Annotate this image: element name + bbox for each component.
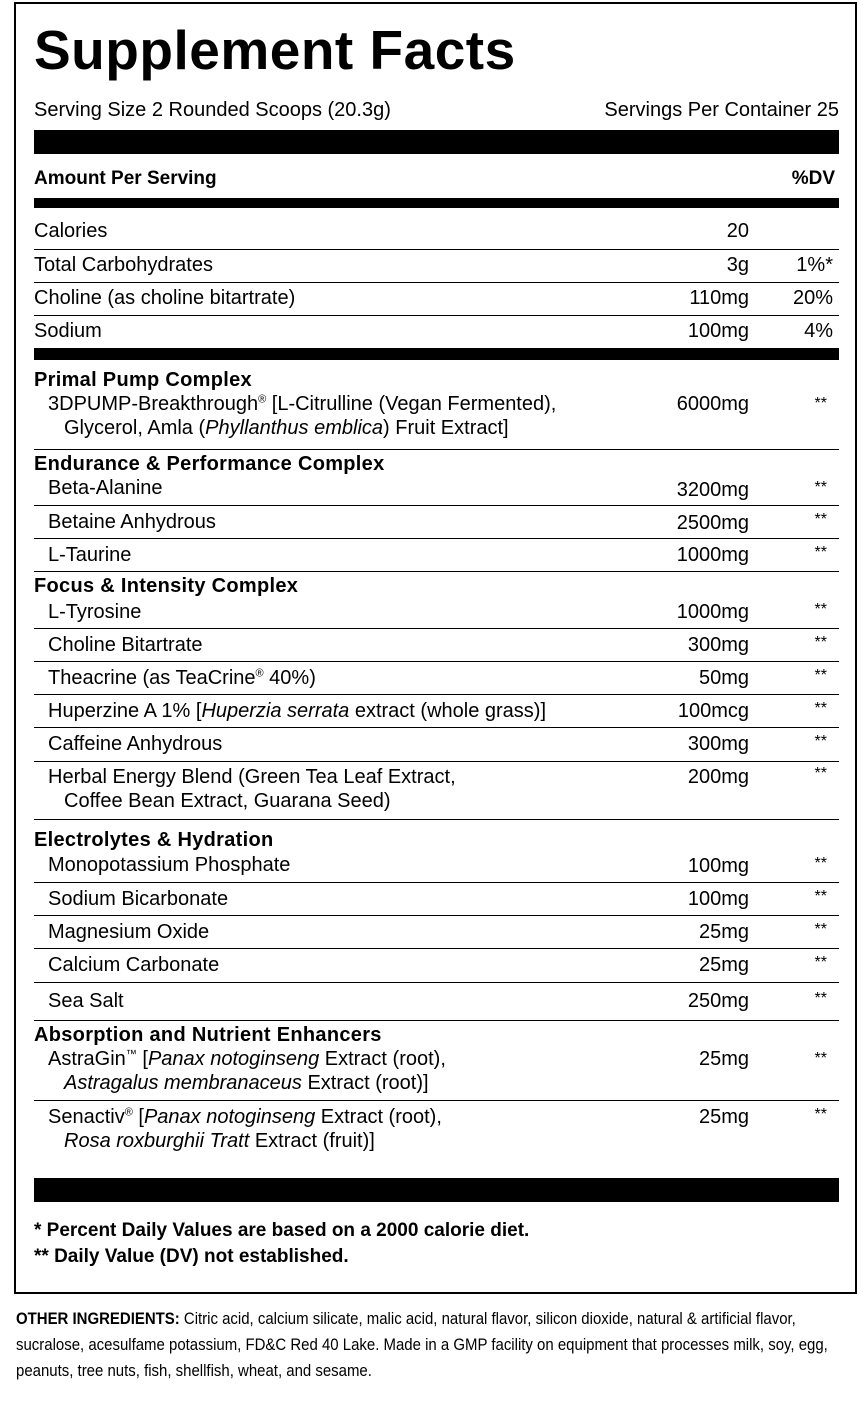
facts-row: AstraGin™ [Panax notoginseng Extract (root), Astragalus membranaceus Extract (root)] 25mg ** bbox=[34, 1047, 839, 1101]
facts-row: Calories 20 bbox=[34, 216, 839, 250]
other-ingredients-text: Citric acid, calcium silicate, malic acid, natural flavor, silicon dioxide, natural & artificial flavor, sucralose, acesulfame potassium, FD&C Red 40 Lake. Made in a GMP facility on equipment that processes milk, soy, egg, peanuts, tree nuts, fish, shellfish, wheat, and sesame. bbox=[16, 1309, 828, 1380]
facts-row: Choline Bitartrate 300mg ** bbox=[34, 629, 839, 662]
facts-row: Choline (as choline bitartrate) 110mg 20% bbox=[34, 283, 839, 316]
servings-per-container: Servings Per Container 25 bbox=[604, 99, 839, 121]
supplement-facts-panel bbox=[14, 2, 857, 1294]
panel-title: Supplement Facts bbox=[34, 19, 516, 81]
footnote-not-established: ** Daily Value (DV) not established. bbox=[34, 1246, 349, 1267]
facts-row: 3DPUMP-Breakthrough® [L-Citrulline (Vegan Fermented), Glycerol, Amla (Phyllanthus emblica) Fruit Extract] 6000mg ** bbox=[34, 392, 839, 450]
medium-divider bbox=[34, 348, 839, 360]
facts-row: Sea Salt 250mg ** bbox=[34, 983, 839, 1021]
amount-header bbox=[34, 166, 839, 192]
facts-row: Huperzine A 1% [Huperzia serrata extract (whole grass)] 100mcg ** bbox=[34, 695, 839, 728]
amount-per-serving-label: Amount Per Serving bbox=[34, 168, 217, 189]
thick-divider bbox=[34, 130, 839, 154]
facts-row: Calcium Carbonate 25mg ** bbox=[34, 949, 839, 983]
facts-row: Senactiv® [Panax notoginseng Extract (root), Rosa roxburghii Tratt Extract (fruit)] 25mg ** bbox=[48, 1106, 827, 1152]
other-ingredients-label: OTHER INGREDIENTS: bbox=[16, 1309, 180, 1328]
section-title: Focus & Intensity Complex bbox=[34, 575, 299, 597]
facts-row: Herbal Energy Blend (Green Tea Leaf Extract, Coffee Bean Extract, Guarana Seed) 200mg ** bbox=[34, 762, 839, 820]
section-title: Primal Pump Complex bbox=[34, 369, 252, 391]
facts-row: Betaine Anhydrous 2500mg ** bbox=[34, 506, 839, 539]
facts-row: Magnesium Oxide 25mg ** bbox=[34, 916, 839, 949]
facts-row: Sodium 100mg 4% bbox=[34, 320, 833, 342]
facts-row: Caffeine Anhydrous 300mg ** bbox=[34, 728, 839, 762]
section-title: Electrolytes & Hydration bbox=[34, 829, 274, 851]
facts-rows bbox=[34, 216, 839, 1163]
facts-row: Sodium Bicarbonate 100mg ** bbox=[34, 883, 839, 916]
facts-row: Total Carbohydrates 3g 1%* bbox=[34, 250, 839, 283]
facts-row: Theacrine (as TeaCrine® 40%) 50mg ** bbox=[34, 662, 839, 695]
facts-row: Beta-Alanine 3200mg ** bbox=[34, 476, 839, 506]
other-ingredients bbox=[16, 1306, 843, 1384]
footnotes bbox=[34, 1218, 529, 1270]
section-title: Endurance & Performance Complex bbox=[34, 453, 385, 475]
facts-row: L-Taurine 1000mg ** bbox=[34, 539, 839, 572]
footnote-dv: * Percent Daily Values are based on a 2000 calorie diet. bbox=[34, 1220, 530, 1241]
section-title: Absorption and Nutrient Enhancers bbox=[34, 1024, 382, 1046]
thick-divider bbox=[34, 1178, 839, 1202]
serving-size: Serving Size 2 Rounded Scoops (20.3g) bbox=[34, 99, 391, 121]
facts-row: Monopotassium Phosphate 100mg ** bbox=[34, 852, 839, 883]
serving-info bbox=[34, 96, 839, 124]
medium-divider bbox=[34, 198, 839, 208]
facts-row: L-Tyrosine 1000mg ** bbox=[34, 598, 839, 629]
dv-label: %DV bbox=[791, 168, 835, 189]
